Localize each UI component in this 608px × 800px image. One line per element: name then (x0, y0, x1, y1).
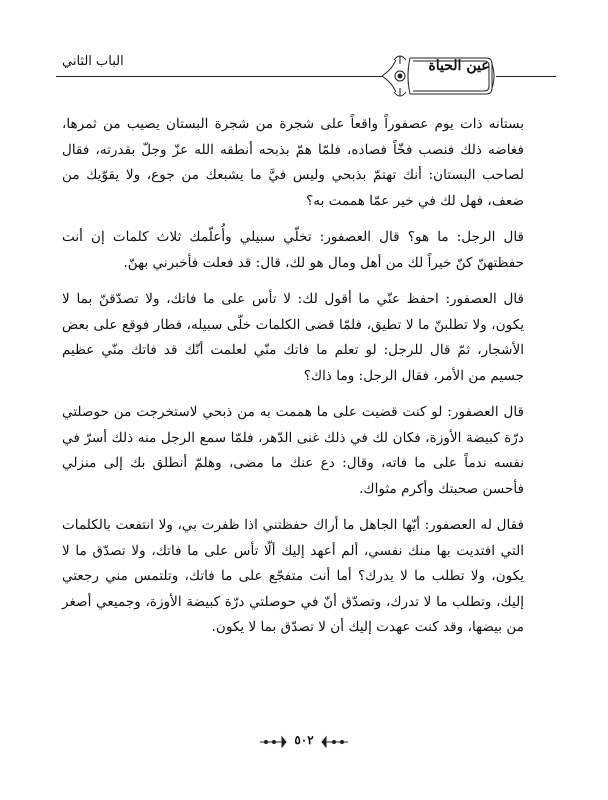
book-title: عين الحياة (428, 58, 490, 74)
page-number-footer (258, 732, 350, 752)
paragraph: قال الرجل: ما هو؟ قال العصفور: تخلّي سبيلي وأُعلّمك ثلاث كلمات إن أنت حفظتهنّ كنّ خيراً لك من أهل ومال هو لك، قال: قد فعلت فأخبرني بهنّ. (62, 229, 524, 271)
header-rule-right (496, 76, 556, 77)
chapter-title: الباب الثاني (62, 54, 124, 69)
paragraph: قال العصفور: احفظ عنّي ما أقول لك: لا تأس على ما فاتك، ولا تصدّقنّ بما لا يكون، ولا تطلبنّ ما لا تطيق، فلمّا قضى الكلمات خلّى سبيله، فطار فوقع على بعض الأشجار، ثمّ قال للرجل: لو تعلم ما فاتك منّي لعلمت أنّك قد فاتك منّي عظيم جسيم من الأمر، فقال الرجل: وما ذاك؟ (62, 291, 524, 384)
header-rule-left (56, 76, 382, 77)
paragraph: فقال له العصفور: أيّها الجاهل ما أراك حفظتني اذا ظفرت بي، ولا انتفعت بالكلمات التي افتديت بها منك نفسي، ألم أعهد إليك ألّا تأس على ما فاتك، ولا تصدّق ما لا يكون، ولا تطلب ما لا يدرك؟ أما أنت متفجّع على ما فاتك، وتلتمس مني رجعتي إليك، وتطلب ما لا تدرك، وتصدّق أنّ في حوصلتي درّة كبيضة الأوزة، وجميعي أصغر من بيضها، وقد كنت عهدت إليك أن لا تصدّق بما لا يكون. (62, 517, 524, 635)
paragraph: قال العصفور: لو كنت قضيت على ما هممت به من ذبحي لاستخرجت من حوصلتي درّة كبيضة الأوزة، فكان لك في ذلك غنى الدّهر، فلمّا سمع الرجل منه ذلك أسرّ في نفسه ندماً على ما فاته، وقال: دع عنك ما مضى، وهلمّ أنطلق بك إلى منزلي فأحسن صحبتك وأكرم مثواك. (62, 404, 524, 497)
page-number: ٥٠٢ (294, 733, 314, 747)
paragraph: بستانه ذات يوم عصفوراً واقعاً على شجرة من شجرة البستان يصيب من ثمرها، فغاضه ذلك فنصب فخّاً فصاده، فلمّا همّ بذبحه أنطقه الله عزّ وجلّ بقدرته، فقال لصاحب البستان: أنك تهتمّ بذبحي وليس فيَّ ما يشبعك من جوع، ولا يقوّيك من ضعف، فهل لك في خير عمّا هممت به؟ (62, 116, 524, 209)
body-text (62, 112, 524, 652)
book-title-ornament (382, 46, 496, 106)
page-header (56, 46, 556, 106)
